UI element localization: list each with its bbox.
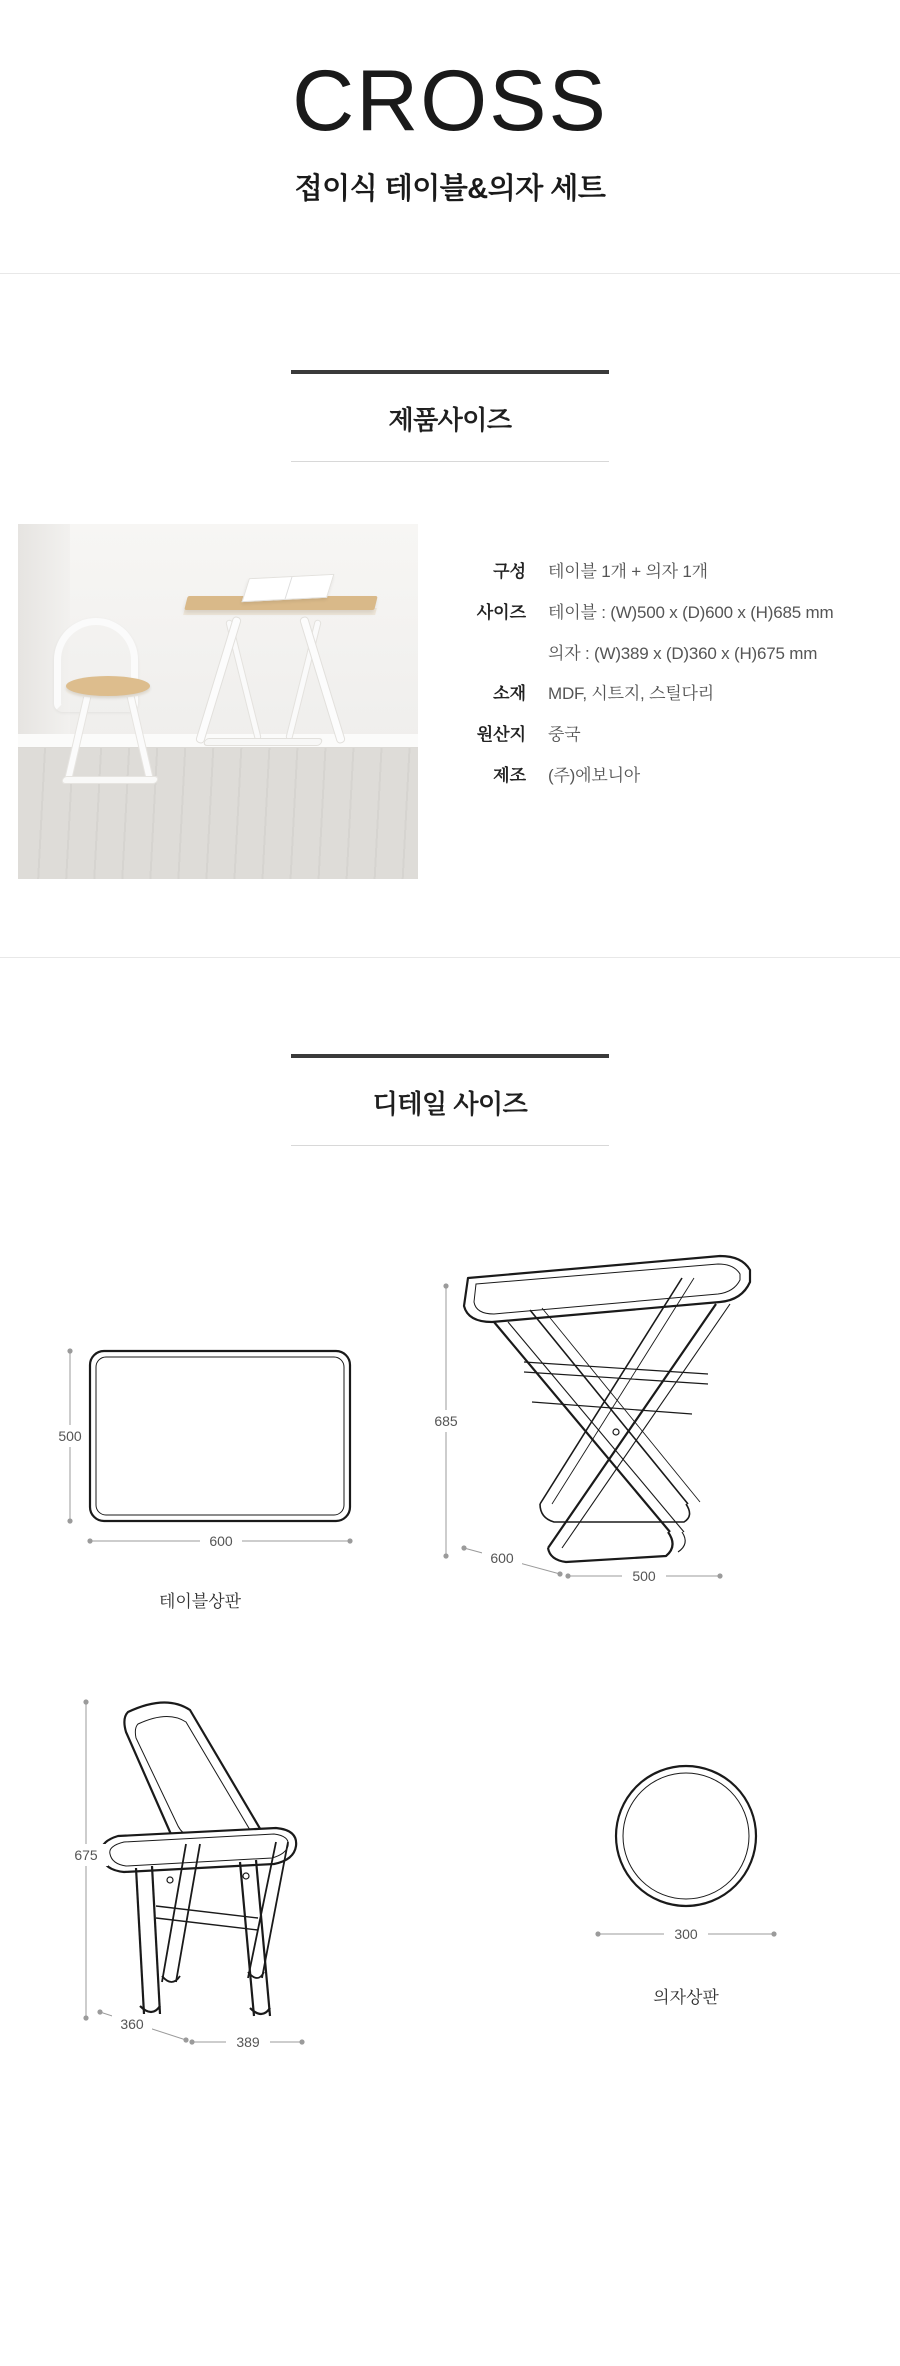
spec-block (0, 524, 900, 879)
spec-row (456, 764, 833, 788)
photo-chair-backrest (54, 618, 138, 712)
page-footer-space (0, 2326, 900, 2366)
photo-chair-seat (66, 676, 150, 696)
spec-row (456, 723, 833, 747)
detail-diagrams (0, 1206, 900, 2326)
section-product-size-header (0, 370, 900, 462)
spec-label: 제조 (493, 765, 526, 785)
hero-header (0, 0, 900, 207)
dim-chair-width: 389 (236, 2034, 260, 2050)
photo-open-book (242, 574, 335, 602)
spec-label: 소재 (493, 684, 526, 704)
caption-table-top: 테이블상판 (158, 1592, 242, 1611)
product-subtitle: 접이식 테이블&의자 세트 (294, 173, 606, 205)
spec-row (456, 560, 833, 584)
diagram-chair-perspective (40, 1666, 440, 2071)
spec-label: 사이즈 (476, 602, 526, 622)
chair-perspective-drawing (40, 1666, 440, 2066)
dim-chair-depth: 360 (120, 2016, 144, 2032)
product-photo (18, 524, 418, 879)
dim-table-height: 685 (434, 1413, 458, 1429)
spec-label: 구성 (493, 562, 526, 581)
spec-value: (주)에보니아 (548, 765, 641, 785)
spec-row (456, 601, 833, 625)
spec-value: 의자 : (W)389 x (D)360 x (H)675 mm (548, 643, 818, 663)
dim-table-depth: 600 (490, 1550, 514, 1566)
section-title-product-size: 제품사이즈 (388, 405, 512, 435)
section-underline (291, 461, 609, 462)
spec-value: MDF, 시트지, 스틸다리 (548, 684, 714, 704)
spec-value: 테이블 : (W)500 x (D)600 x (H)685 mm (548, 602, 834, 622)
photo-floor (18, 748, 418, 879)
chair-seat-drawing (540, 1726, 860, 1976)
spec-label: 원산지 (476, 725, 526, 745)
photo-chair-foot-bar (61, 776, 159, 784)
dim-table-width: 500 (632, 1568, 656, 1584)
spec-value: 테이블 1개 + 의자 1개 (548, 562, 708, 581)
section-title-detail-size: 디테일 사이즈 (372, 1089, 528, 1119)
caption-chair-seat: 의자상판 (653, 1988, 719, 2007)
spec-row (456, 682, 833, 706)
table-perspective-drawing (420, 1226, 890, 1626)
section-underline (291, 1145, 609, 1146)
dim-table-top-width: 600 (209, 1533, 233, 1549)
header-divider (0, 273, 900, 274)
spec-table (456, 524, 833, 805)
spec-row (456, 642, 833, 666)
photo-table-foot-bar (203, 738, 324, 746)
dim-chair-height: 675 (74, 1847, 98, 1863)
dim-chair-seat-diameter: 300 (674, 1926, 698, 1942)
diagram-table-perspective (420, 1226, 890, 1631)
spec-divider (0, 957, 900, 958)
diagram-chair-seat-top (540, 1726, 860, 2008)
section-detail-size-header (0, 1054, 900, 1146)
table-top-drawing (30, 1326, 390, 1576)
dim-table-top-height: 500 (58, 1428, 82, 1444)
spec-value: 중국 (548, 725, 581, 745)
diagram-table-top (30, 1326, 390, 1612)
brand-title: CROSS (292, 53, 608, 149)
